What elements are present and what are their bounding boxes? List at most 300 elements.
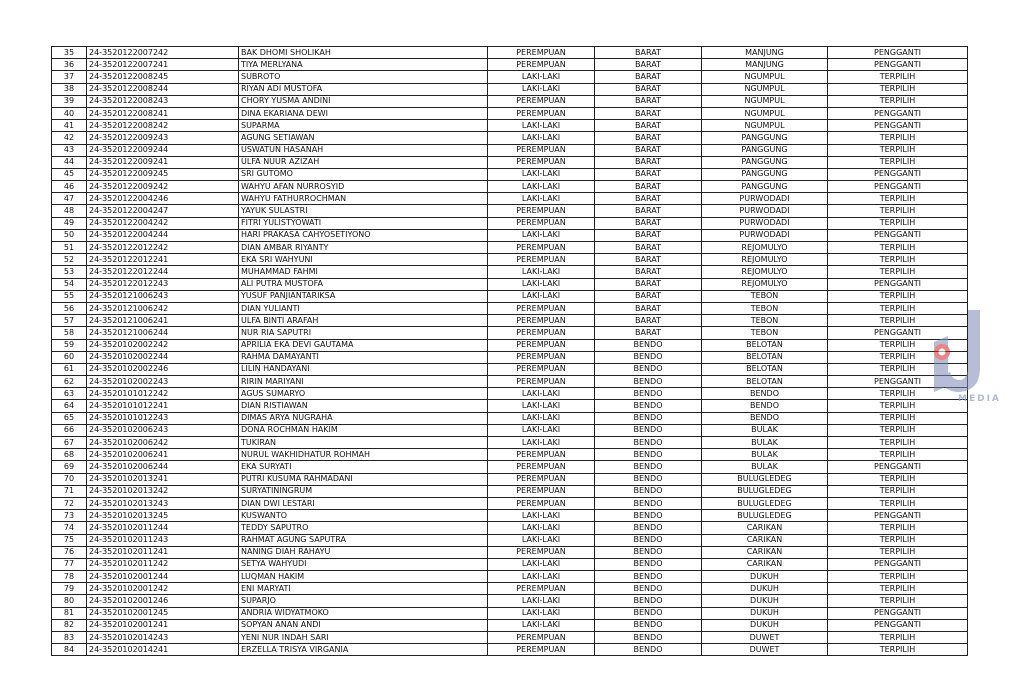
table-row: [52, 485, 968, 497]
row-number: 36: [52, 59, 87, 71]
table-row: [52, 181, 968, 193]
nik-cell: 24-3520121006244: [87, 327, 239, 339]
nik-cell: 24-3520102013241: [87, 473, 239, 485]
status-cell: TERPILIH: [828, 473, 968, 485]
name-cell: LILIN HANDAYANI: [239, 363, 488, 375]
nik-cell: 24-3520102001244: [87, 571, 239, 583]
village-cell: BULUGLEDEG: [702, 485, 828, 497]
status-cell: TERPILIH: [828, 534, 968, 546]
name-cell: SOPYAN ANAN ANDI: [239, 619, 488, 631]
row-number: 61: [52, 363, 87, 375]
nik-cell: 24-3520102011241: [87, 546, 239, 558]
table-row: [52, 607, 968, 619]
table-row: [52, 47, 968, 59]
gender-cell: PEREMPUAN: [488, 107, 595, 119]
village-cell: CARIKAN: [702, 534, 828, 546]
nik-cell: 24-3520122009244: [87, 144, 239, 156]
district-cell: BENDO: [595, 644, 702, 656]
table-row: [52, 534, 968, 546]
district-cell: BENDO: [595, 363, 702, 375]
table-row: [52, 522, 968, 534]
table-row: [52, 546, 968, 558]
gender-cell: PEREMPUAN: [488, 351, 595, 363]
name-cell: RIYAN ADI MUSTOFA: [239, 83, 488, 95]
status-cell: PENGGANTI: [828, 510, 968, 522]
status-cell: TERPILIH: [828, 644, 968, 656]
district-cell: BENDO: [595, 437, 702, 449]
district-cell: BARAT: [595, 205, 702, 217]
table-row: [52, 400, 968, 412]
name-cell: BAK DHOMI SHOLIKAH: [239, 47, 488, 59]
name-cell: DINA EKARIANA DEWI: [239, 107, 488, 119]
table-row: [52, 83, 968, 95]
table-row: [52, 558, 968, 570]
table-row: [52, 619, 968, 631]
row-number: 40: [52, 107, 87, 119]
district-cell: BENDO: [595, 619, 702, 631]
status-cell: PENGGANTI: [828, 181, 968, 193]
gender-cell: PEREMPUAN: [488, 315, 595, 327]
gender-cell: PEREMPUAN: [488, 254, 595, 266]
district-cell: BENDO: [595, 632, 702, 644]
table-row: [52, 424, 968, 436]
table-row: [52, 144, 968, 156]
row-number: 65: [52, 412, 87, 424]
status-cell: TERPILIH: [828, 546, 968, 558]
name-cell: SETYA WAHYUDI: [239, 558, 488, 570]
gender-cell: PEREMPUAN: [488, 485, 595, 497]
nik-cell: 24-3520102002246: [87, 363, 239, 375]
row-number: 70: [52, 473, 87, 485]
table-row: [52, 327, 968, 339]
gender-cell: LAKI-LAKI: [488, 522, 595, 534]
village-cell: BELOTAN: [702, 376, 828, 388]
district-cell: BARAT: [595, 120, 702, 132]
gender-cell: PEREMPUAN: [488, 461, 595, 473]
village-cell: REJOMULYO: [702, 266, 828, 278]
nik-cell: 24-3520122012243: [87, 278, 239, 290]
nik-cell: 24-3520122008241: [87, 107, 239, 119]
nik-cell: 24-3520122012244: [87, 266, 239, 278]
district-cell: BENDO: [595, 400, 702, 412]
gender-cell: LAKI-LAKI: [488, 266, 595, 278]
district-cell: BENDO: [595, 571, 702, 583]
nik-cell: 24-3520122008245: [87, 71, 239, 83]
nik-cell: 24-3520102014241: [87, 644, 239, 656]
status-cell: TERPILIH: [828, 83, 968, 95]
gender-cell: PEREMPUAN: [488, 95, 595, 107]
table-row: [52, 583, 968, 595]
row-number: 44: [52, 156, 87, 168]
nik-cell: 24-3520102011243: [87, 534, 239, 546]
district-cell: BENDO: [595, 339, 702, 351]
nik-cell: 24-3520102006244: [87, 461, 239, 473]
row-number: 47: [52, 193, 87, 205]
row-number: 66: [52, 424, 87, 436]
gender-cell: LAKI-LAKI: [488, 607, 595, 619]
status-cell: PENGGANTI: [828, 619, 968, 631]
village-cell: NGUMPUL: [702, 71, 828, 83]
district-cell: BENDO: [595, 424, 702, 436]
table-row: [52, 437, 968, 449]
row-number: 55: [52, 290, 87, 302]
gender-cell: LAKI-LAKI: [488, 193, 595, 205]
district-cell: BENDO: [595, 522, 702, 534]
gender-cell: PEREMPUAN: [488, 497, 595, 509]
nik-cell: 24-3520102002242: [87, 339, 239, 351]
name-cell: SUPARMA: [239, 120, 488, 132]
status-cell: PENGGANTI: [828, 47, 968, 59]
table-row: [52, 95, 968, 107]
row-number: 78: [52, 571, 87, 583]
district-cell: BARAT: [595, 71, 702, 83]
district-cell: BARAT: [595, 315, 702, 327]
row-number: 50: [52, 229, 87, 241]
nik-cell: 24-3520102006242: [87, 437, 239, 449]
row-number: 77: [52, 558, 87, 570]
status-cell: PENGGANTI: [828, 461, 968, 473]
village-cell: CARIKAN: [702, 522, 828, 534]
village-cell: BENDO: [702, 400, 828, 412]
district-cell: BARAT: [595, 181, 702, 193]
name-cell: SUPARJO: [239, 595, 488, 607]
row-number: 49: [52, 217, 87, 229]
table-row: [52, 461, 968, 473]
row-number: 58: [52, 327, 87, 339]
gender-cell: LAKI-LAKI: [488, 388, 595, 400]
row-number: 63: [52, 388, 87, 400]
status-cell: PENGGANTI: [828, 558, 968, 570]
name-cell: NURUL WAKHIDHATUR ROHMAH: [239, 449, 488, 461]
gender-cell: LAKI-LAKI: [488, 424, 595, 436]
gender-cell: PEREMPUAN: [488, 376, 595, 388]
nik-cell: 24-3520102002244: [87, 351, 239, 363]
district-cell: BENDO: [595, 510, 702, 522]
gender-cell: LAKI-LAKI: [488, 595, 595, 607]
status-cell: TERPILIH: [828, 156, 968, 168]
village-cell: NGUMPUL: [702, 83, 828, 95]
name-cell: TEDDY SAPUTRO: [239, 522, 488, 534]
village-cell: PURWODADI: [702, 205, 828, 217]
name-cell: ALI PUTRA MUSTOFA: [239, 278, 488, 290]
name-cell: TIYA MERLYANA: [239, 59, 488, 71]
table-row: [52, 632, 968, 644]
row-number: 83: [52, 632, 87, 644]
gender-cell: LAKI-LAKI: [488, 181, 595, 193]
row-number: 59: [52, 339, 87, 351]
name-cell: DIAN YULIANTI: [239, 302, 488, 314]
gender-cell: LAKI-LAKI: [488, 132, 595, 144]
table-row: [52, 351, 968, 363]
status-cell: TERPILIH: [828, 339, 968, 351]
nik-cell: 24-3520122012242: [87, 242, 239, 254]
status-cell: PENGGANTI: [828, 229, 968, 241]
table-row: [52, 168, 968, 180]
village-cell: CARIKAN: [702, 546, 828, 558]
nik-cell: 24-3520102001242: [87, 583, 239, 595]
name-cell: LUQMAN HAKIM: [239, 571, 488, 583]
table-body: [52, 47, 968, 656]
village-cell: BULUGLEDEG: [702, 473, 828, 485]
village-cell: BELOTAN: [702, 363, 828, 375]
gender-cell: LAKI-LAKI: [488, 278, 595, 290]
village-cell: DUWET: [702, 632, 828, 644]
row-number: 43: [52, 144, 87, 156]
status-cell: TERPILIH: [828, 242, 968, 254]
gender-cell: LAKI-LAKI: [488, 229, 595, 241]
village-cell: BULAK: [702, 437, 828, 449]
village-cell: TEBON: [702, 327, 828, 339]
status-cell: PENGGANTI: [828, 607, 968, 619]
village-cell: BENDO: [702, 388, 828, 400]
name-cell: RIRIN MARIYANI: [239, 376, 488, 388]
nik-cell: 24-3520121006243: [87, 290, 239, 302]
gender-cell: PEREMPUAN: [488, 242, 595, 254]
village-cell: PANGGUNG: [702, 156, 828, 168]
table-row: [52, 229, 968, 241]
row-number: 62: [52, 376, 87, 388]
gender-cell: PEREMPUAN: [488, 217, 595, 229]
village-cell: REJOMULYO: [702, 254, 828, 266]
status-cell: TERPILIH: [828, 315, 968, 327]
nik-cell: 24-3520102001241: [87, 619, 239, 631]
name-cell: ANDRIA WIDYATMOKO: [239, 607, 488, 619]
gender-cell: PEREMPUAN: [488, 47, 595, 59]
status-cell: TERPILIH: [828, 217, 968, 229]
status-cell: TERPILIH: [828, 351, 968, 363]
gender-cell: PEREMPUAN: [488, 644, 595, 656]
name-cell: DIAN RISTIAWAN: [239, 400, 488, 412]
status-cell: TERPILIH: [828, 290, 968, 302]
village-cell: BELOTAN: [702, 339, 828, 351]
row-number: 69: [52, 461, 87, 473]
village-cell: PANGGUNG: [702, 181, 828, 193]
village-cell: BULAK: [702, 449, 828, 461]
name-cell: AGUS SUMARYO: [239, 388, 488, 400]
village-cell: PURWODADI: [702, 193, 828, 205]
status-cell: PENGGANTI: [828, 278, 968, 290]
watermark-text: MEDIA: [958, 394, 1001, 404]
candidate-table: [51, 46, 968, 656]
gender-cell: PEREMPUAN: [488, 449, 595, 461]
nik-cell: 24-3520102014243: [87, 632, 239, 644]
row-number: 53: [52, 266, 87, 278]
status-cell: TERPILIH: [828, 522, 968, 534]
gender-cell: LAKI-LAKI: [488, 168, 595, 180]
name-cell: WAHYU FATHURROCHMAN: [239, 193, 488, 205]
village-cell: PANGGUNG: [702, 132, 828, 144]
name-cell: YAYUK SULASTRI: [239, 205, 488, 217]
table-row: [52, 315, 968, 327]
nik-cell: 24-3520101012243: [87, 412, 239, 424]
gender-cell: PEREMPUAN: [488, 363, 595, 375]
table-row: [52, 156, 968, 168]
name-cell: YUSUF PANJIANTARIKSA: [239, 290, 488, 302]
village-cell: REJOMULYO: [702, 278, 828, 290]
row-number: 56: [52, 302, 87, 314]
status-cell: TERPILIH: [828, 595, 968, 607]
nik-cell: 24-3520101012242: [87, 388, 239, 400]
gender-cell: PEREMPUAN: [488, 205, 595, 217]
name-cell: RAHMA DAMAYANTI: [239, 351, 488, 363]
gender-cell: LAKI-LAKI: [488, 290, 595, 302]
status-cell: TERPILIH: [828, 363, 968, 375]
row-number: 46: [52, 181, 87, 193]
status-cell: PENGGANTI: [828, 376, 968, 388]
name-cell: DIMAS ARYA NUGRAHA: [239, 412, 488, 424]
name-cell: ULFA BINTI ARAFAH: [239, 315, 488, 327]
village-cell: BULAK: [702, 424, 828, 436]
status-cell: PENGGANTI: [828, 327, 968, 339]
district-cell: BARAT: [595, 144, 702, 156]
nik-cell: 24-3520122009243: [87, 132, 239, 144]
nik-cell: 24-3520102001246: [87, 595, 239, 607]
row-number: 45: [52, 168, 87, 180]
district-cell: BENDO: [595, 607, 702, 619]
nik-cell: 24-3520122009241: [87, 156, 239, 168]
status-cell: TERPILIH: [828, 254, 968, 266]
table-row: [52, 571, 968, 583]
name-cell: ENI MARYATI: [239, 583, 488, 595]
name-cell: DIAN AMBAR RIYANTY: [239, 242, 488, 254]
status-cell: TERPILIH: [828, 437, 968, 449]
status-cell: TERPILIH: [828, 583, 968, 595]
name-cell: AGUNG SETIAWAN: [239, 132, 488, 144]
row-number: 64: [52, 400, 87, 412]
table-row: [52, 193, 968, 205]
table-row: [52, 363, 968, 375]
table-row: [52, 473, 968, 485]
village-cell: TEBON: [702, 315, 828, 327]
district-cell: BARAT: [595, 107, 702, 119]
nik-cell: 24-3520122008244: [87, 83, 239, 95]
gender-cell: PEREMPUAN: [488, 632, 595, 644]
village-cell: BELOTAN: [702, 351, 828, 363]
district-cell: BARAT: [595, 132, 702, 144]
name-cell: ERZELLA TRISYA VIRGANIA: [239, 644, 488, 656]
district-cell: BENDO: [595, 497, 702, 509]
name-cell: SURYATININGRUM: [239, 485, 488, 497]
status-cell: TERPILIH: [828, 412, 968, 424]
village-cell: PANGGUNG: [702, 168, 828, 180]
village-cell: TEBON: [702, 302, 828, 314]
status-cell: TERPILIH: [828, 302, 968, 314]
table-row: [52, 278, 968, 290]
gender-cell: LAKI-LAKI: [488, 510, 595, 522]
gender-cell: PEREMPUAN: [488, 473, 595, 485]
table-row: [52, 290, 968, 302]
row-number: 37: [52, 71, 87, 83]
name-cell: CHORY YUSMA ANDINI: [239, 95, 488, 107]
gender-cell: LAKI-LAKI: [488, 71, 595, 83]
status-cell: TERPILIH: [828, 205, 968, 217]
table-row: [52, 107, 968, 119]
row-number: 48: [52, 205, 87, 217]
gender-cell: LAKI-LAKI: [488, 558, 595, 570]
table-row: [52, 339, 968, 351]
nik-cell: 24-3520122004244: [87, 229, 239, 241]
village-cell: DUKUH: [702, 583, 828, 595]
table-row: [52, 132, 968, 144]
table-row: [52, 254, 968, 266]
table-row: [52, 266, 968, 278]
table-row: [52, 510, 968, 522]
row-number: 71: [52, 485, 87, 497]
village-cell: BENDO: [702, 412, 828, 424]
nik-cell: 24-3520121006242: [87, 302, 239, 314]
gender-cell: PEREMPUAN: [488, 302, 595, 314]
name-cell: ULFA NUUR AZIZAH: [239, 156, 488, 168]
nik-cell: 24-3520102013242: [87, 485, 239, 497]
nik-cell: 24-3520102002243: [87, 376, 239, 388]
table-row: [52, 449, 968, 461]
district-cell: BENDO: [595, 473, 702, 485]
status-cell: PENGGANTI: [828, 59, 968, 71]
status-cell: TERPILIH: [828, 266, 968, 278]
row-number: 84: [52, 644, 87, 656]
district-cell: BARAT: [595, 156, 702, 168]
village-cell: DUWET: [702, 644, 828, 656]
district-cell: BARAT: [595, 278, 702, 290]
gender-cell: PEREMPUAN: [488, 144, 595, 156]
name-cell: EKA SRI WAHYUNI: [239, 254, 488, 266]
village-cell: PURWODADI: [702, 229, 828, 241]
table-row: [52, 497, 968, 509]
gender-cell: LAKI-LAKI: [488, 437, 595, 449]
district-cell: BENDO: [595, 449, 702, 461]
village-cell: BULAK: [702, 461, 828, 473]
row-number: 41: [52, 120, 87, 132]
district-cell: BENDO: [595, 546, 702, 558]
nik-cell: 24-3520102011244: [87, 522, 239, 534]
district-cell: BARAT: [595, 327, 702, 339]
row-number: 73: [52, 510, 87, 522]
name-cell: TUKIRAN: [239, 437, 488, 449]
nik-cell: 24-3520122012241: [87, 254, 239, 266]
district-cell: BENDO: [595, 558, 702, 570]
gender-cell: PEREMPUAN: [488, 583, 595, 595]
name-cell: SUBROTO: [239, 71, 488, 83]
name-cell: RAHMAT AGUNG SAPUTRA: [239, 534, 488, 546]
village-cell: BULUGLEDEG: [702, 510, 828, 522]
nik-cell: 24-3520122008242: [87, 120, 239, 132]
nik-cell: 24-3520122004247: [87, 205, 239, 217]
status-cell: TERPILIH: [828, 449, 968, 461]
gender-cell: LAKI-LAKI: [488, 83, 595, 95]
name-cell: WAHYU AFAN NURROSYID: [239, 181, 488, 193]
row-number: 54: [52, 278, 87, 290]
district-cell: BARAT: [595, 229, 702, 241]
row-number: 72: [52, 497, 87, 509]
status-cell: TERPILIH: [828, 571, 968, 583]
status-cell: TERPILIH: [828, 497, 968, 509]
district-cell: BENDO: [595, 461, 702, 473]
row-number: 67: [52, 437, 87, 449]
table-row: [52, 71, 968, 83]
district-cell: BENDO: [595, 595, 702, 607]
nik-cell: 24-3520122009245: [87, 168, 239, 180]
status-cell: TERPILIH: [828, 424, 968, 436]
nik-cell: 24-3520122009242: [87, 181, 239, 193]
table-row: [52, 595, 968, 607]
name-cell: PUTRI KUSUMA RAHMADANI: [239, 473, 488, 485]
district-cell: BARAT: [595, 95, 702, 107]
status-cell: TERPILIH: [828, 388, 968, 400]
status-cell: PENGGANTI: [828, 168, 968, 180]
gender-cell: LAKI-LAKI: [488, 120, 595, 132]
name-cell: NUR RIA SAPUTRI: [239, 327, 488, 339]
district-cell: BARAT: [595, 302, 702, 314]
